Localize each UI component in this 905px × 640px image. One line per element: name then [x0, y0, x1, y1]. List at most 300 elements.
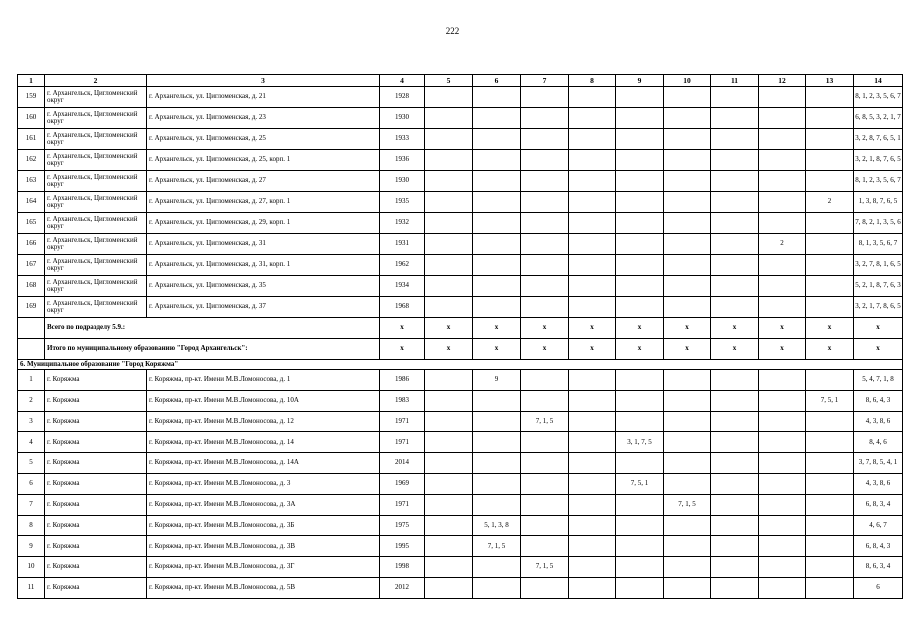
address-cell: г. Архангельск, ул. Цигломенская, д. 37 — [147, 297, 380, 318]
value-cell — [806, 515, 854, 536]
address-cell: г. Архангельск, ул. Цигломенская, д. 27, корп. 1 — [147, 192, 380, 213]
total-mark: x — [854, 339, 903, 360]
table-row — [18, 494, 903, 515]
value-cell — [569, 453, 616, 474]
row-number: 3 — [18, 411, 45, 432]
table-row — [18, 577, 903, 598]
value-cell — [664, 171, 711, 192]
locality-cell: г. Коряжма — [45, 494, 147, 515]
table-row — [18, 432, 903, 453]
value-cell — [759, 276, 806, 297]
value-cell — [521, 87, 569, 108]
value-cell — [521, 192, 569, 213]
value-cell — [473, 432, 521, 453]
column-header: 14 — [854, 75, 903, 87]
table-row — [18, 213, 903, 234]
value-cell — [664, 515, 711, 536]
value-cell — [616, 411, 664, 432]
address-cell: г. Коряжма, пр-кт. Имени М.В.Ломоносова, д. 12 — [147, 411, 380, 432]
value-cell — [521, 453, 569, 474]
value-cell: 3, 2, 1, 7, 8, 6, 5 — [854, 297, 903, 318]
value-cell — [425, 255, 473, 276]
address-cell: г. Архангельск, ул. Цигломенская, д. 31, корп. 1 — [147, 255, 380, 276]
value-cell — [806, 87, 854, 108]
value-cell — [616, 87, 664, 108]
value-cell — [711, 494, 759, 515]
locality-cell: г. Коряжма — [45, 473, 147, 494]
value-cell — [664, 473, 711, 494]
value-cell — [759, 411, 806, 432]
table-row — [18, 453, 903, 474]
value-cell: 9 — [473, 370, 521, 391]
total-mark: x — [664, 339, 711, 360]
value-cell — [425, 411, 473, 432]
locality-cell: г. Архангельск, Цигломенский округ — [45, 108, 147, 129]
value-cell: 3, 2, 1, 8, 7, 6, 5 — [854, 150, 903, 171]
value-cell — [521, 432, 569, 453]
total-mark: x — [425, 318, 473, 339]
year-cell: 1971 — [380, 411, 425, 432]
value-cell: 7, 1, 5 — [664, 494, 711, 515]
value-cell — [759, 494, 806, 515]
value-cell: 8, 6, 3, 4 — [854, 557, 903, 578]
value-cell — [759, 515, 806, 536]
year-cell: 1971 — [380, 432, 425, 453]
year-cell: 2012 — [380, 577, 425, 598]
value-cell — [521, 577, 569, 598]
value-cell — [425, 171, 473, 192]
address-cell: г. Архангельск, ул. Цигломенская, д. 25 — [147, 129, 380, 150]
total-mark: x — [569, 318, 616, 339]
value-cell — [425, 87, 473, 108]
row-number: 163 — [18, 171, 45, 192]
row-number: 7 — [18, 494, 45, 515]
table-row — [18, 411, 903, 432]
table-row — [18, 150, 903, 171]
total-mark: x — [806, 318, 854, 339]
value-cell — [521, 213, 569, 234]
address-cell: г. Коряжма, пр-кт. Имени М.В.Ломоносова, д. 3 — [147, 473, 380, 494]
value-cell — [711, 432, 759, 453]
value-cell — [759, 192, 806, 213]
column-header: 10 — [664, 75, 711, 87]
value-cell — [759, 370, 806, 391]
address-cell: г. Архангельск, ул. Цигломенская, д. 25, корп. 1 — [147, 150, 380, 171]
value-cell — [569, 87, 616, 108]
value-cell: 8, 1, 2, 3, 5, 6, 7 — [854, 87, 903, 108]
value-cell: 7, 5, 1 — [616, 473, 664, 494]
total-mark: x — [473, 318, 521, 339]
value-cell — [425, 370, 473, 391]
row-number: 167 — [18, 255, 45, 276]
locality-cell: г. Коряжма — [45, 453, 147, 474]
value-cell — [473, 577, 521, 598]
value-cell — [711, 515, 759, 536]
locality-cell: г. Коряжма — [45, 536, 147, 557]
row-number: 6 — [18, 473, 45, 494]
value-cell — [806, 577, 854, 598]
value-cell — [759, 577, 806, 598]
column-header: 2 — [45, 75, 147, 87]
total-mark: x — [425, 339, 473, 360]
value-cell — [759, 297, 806, 318]
value-cell — [806, 473, 854, 494]
value-cell — [616, 557, 664, 578]
value-cell — [521, 390, 569, 411]
value-cell — [664, 255, 711, 276]
address-cell: г. Коряжма, пр-кт. Имени М.В.Ломоносова, д. 14 — [147, 432, 380, 453]
value-cell — [473, 255, 521, 276]
row-number: 159 — [18, 87, 45, 108]
row-number: 10 — [18, 557, 45, 578]
value-cell — [806, 234, 854, 255]
value-cell — [521, 515, 569, 536]
address-cell: г. Архангельск, ул. Цигломенская, д. 29, корп. 1 — [147, 213, 380, 234]
value-cell — [473, 129, 521, 150]
table-row — [18, 390, 903, 411]
value-cell — [521, 473, 569, 494]
table-row — [18, 108, 903, 129]
total-mark: x — [473, 339, 521, 360]
value-cell — [616, 577, 664, 598]
year-cell: 1968 — [380, 297, 425, 318]
value-cell — [711, 255, 759, 276]
column-header: 13 — [806, 75, 854, 87]
value-cell — [521, 297, 569, 318]
value-cell — [425, 557, 473, 578]
address-cell: г. Коряжма, пр-кт. Имени М.В.Ломоносова, д. 1 — [147, 370, 380, 391]
total-mark: x — [759, 318, 806, 339]
total-row — [18, 318, 903, 339]
value-cell — [569, 129, 616, 150]
value-cell — [425, 536, 473, 557]
value-cell — [664, 150, 711, 171]
table-row — [18, 297, 903, 318]
value-cell — [569, 150, 616, 171]
table-row — [18, 370, 903, 391]
year-cell: 1998 — [380, 557, 425, 578]
year-cell: 1936 — [380, 150, 425, 171]
value-cell — [616, 536, 664, 557]
value-cell — [473, 87, 521, 108]
value-cell — [806, 536, 854, 557]
value-cell — [425, 390, 473, 411]
value-cell — [806, 213, 854, 234]
value-cell — [616, 390, 664, 411]
total-label: Итого по муниципальному образованию "Город Архангельск": — [45, 339, 380, 360]
value-cell — [711, 390, 759, 411]
value-cell — [473, 297, 521, 318]
locality-cell: г. Архангельск, Цигломенский округ — [45, 87, 147, 108]
value-cell — [569, 255, 616, 276]
value-cell — [473, 411, 521, 432]
total-mark: x — [664, 318, 711, 339]
year-cell: 1930 — [380, 108, 425, 129]
value-cell — [616, 370, 664, 391]
value-cell — [711, 370, 759, 391]
value-cell — [664, 536, 711, 557]
column-header: 4 — [380, 75, 425, 87]
value-cell — [711, 297, 759, 318]
value-cell — [806, 255, 854, 276]
year-cell: 1986 — [380, 370, 425, 391]
address-cell: г. Коряжма, пр-кт. Имени М.В.Ломоносова, д. 14А — [147, 453, 380, 474]
value-cell: 6, 8, 4, 3 — [854, 536, 903, 557]
year-cell: 1933 — [380, 129, 425, 150]
locality-cell: г. Коряжма — [45, 370, 147, 391]
value-cell — [473, 213, 521, 234]
year-cell: 1969 — [380, 473, 425, 494]
value-cell — [569, 473, 616, 494]
value-cell — [473, 557, 521, 578]
value-cell — [569, 411, 616, 432]
value-cell — [616, 129, 664, 150]
value-cell — [806, 411, 854, 432]
year-cell: 1932 — [380, 213, 425, 234]
total-mark: x — [616, 339, 664, 360]
value-cell — [569, 234, 616, 255]
value-cell — [521, 129, 569, 150]
value-cell — [759, 150, 806, 171]
value-cell — [806, 432, 854, 453]
table-row — [18, 255, 903, 276]
value-cell — [425, 108, 473, 129]
year-cell: 1971 — [380, 494, 425, 515]
row-number: 4 — [18, 432, 45, 453]
value-cell: 8, 6, 4, 3 — [854, 390, 903, 411]
value-cell — [711, 87, 759, 108]
value-cell — [616, 297, 664, 318]
row-number: 161 — [18, 129, 45, 150]
value-cell — [569, 494, 616, 515]
value-cell — [425, 213, 473, 234]
value-cell — [759, 473, 806, 494]
column-header: 11 — [711, 75, 759, 87]
value-cell: 8, 1, 3, 5, 6, 7 — [854, 234, 903, 255]
value-cell — [425, 234, 473, 255]
value-cell — [664, 192, 711, 213]
value-cell — [473, 276, 521, 297]
address-cell: г. Архангельск, ул. Цигломенская, д. 21 — [147, 87, 380, 108]
value-cell — [425, 150, 473, 171]
year-cell: 1931 — [380, 234, 425, 255]
locality-cell: г. Архангельск, Цигломенский округ — [45, 276, 147, 297]
value-cell: 8, 4, 6 — [854, 432, 903, 453]
value-cell — [473, 150, 521, 171]
value-cell — [616, 515, 664, 536]
value-cell — [664, 129, 711, 150]
row-number: 165 — [18, 213, 45, 234]
value-cell — [664, 234, 711, 255]
table-row — [18, 276, 903, 297]
value-cell — [806, 453, 854, 474]
value-cell: 8, 1, 2, 3, 5, 6, 7 — [854, 171, 903, 192]
value-cell — [664, 276, 711, 297]
value-cell — [425, 453, 473, 474]
total-mark: x — [380, 339, 425, 360]
value-cell — [711, 577, 759, 598]
table-row — [18, 234, 903, 255]
value-cell — [616, 453, 664, 474]
value-cell — [473, 453, 521, 474]
section-title: 6. Муниципальное образование "Город Коряжма" — [18, 360, 903, 370]
value-cell: 3, 1, 7, 5 — [616, 432, 664, 453]
empty-cell — [18, 318, 45, 339]
value-cell — [806, 108, 854, 129]
header-row — [18, 75, 903, 87]
value-cell — [664, 390, 711, 411]
value-cell — [806, 557, 854, 578]
value-cell: 7, 5, 1 — [806, 390, 854, 411]
column-header: 6 — [473, 75, 521, 87]
value-cell — [473, 108, 521, 129]
value-cell — [569, 370, 616, 391]
value-cell — [473, 192, 521, 213]
locality-cell: г. Архангельск, Цигломенский округ — [45, 297, 147, 318]
section-row — [18, 360, 903, 370]
value-cell — [425, 473, 473, 494]
locality-cell: г. Коряжма — [45, 515, 147, 536]
value-cell — [473, 171, 521, 192]
locality-cell: г. Коряжма — [45, 432, 147, 453]
value-cell — [473, 473, 521, 494]
row-number: 160 — [18, 108, 45, 129]
value-cell — [521, 536, 569, 557]
locality-cell: г. Архангельск, Цигломенский округ — [45, 234, 147, 255]
value-cell — [664, 297, 711, 318]
address-cell: г. Архангельск, ул. Цигломенская, д. 35 — [147, 276, 380, 297]
value-cell — [711, 234, 759, 255]
value-cell — [759, 87, 806, 108]
value-cell — [521, 150, 569, 171]
row-number: 164 — [18, 192, 45, 213]
value-cell — [664, 453, 711, 474]
total-mark: x — [616, 318, 664, 339]
address-cell: г. Коряжма, пр-кт. Имени М.В.Ломоносова, д. 3Б — [147, 515, 380, 536]
value-cell: 2 — [806, 192, 854, 213]
value-cell — [521, 255, 569, 276]
value-cell — [616, 192, 664, 213]
value-cell — [759, 255, 806, 276]
value-cell — [425, 494, 473, 515]
value-cell — [473, 234, 521, 255]
value-cell — [425, 297, 473, 318]
value-cell — [806, 494, 854, 515]
value-cell — [711, 108, 759, 129]
column-header: 5 — [425, 75, 473, 87]
value-cell: 6 — [854, 577, 903, 598]
value-cell — [616, 494, 664, 515]
value-cell — [759, 213, 806, 234]
table-row — [18, 129, 903, 150]
total-mark: x — [759, 339, 806, 360]
row-number: 162 — [18, 150, 45, 171]
value-cell — [616, 234, 664, 255]
locality-cell: г. Архангельск, Цигломенский округ — [45, 192, 147, 213]
total-mark: x — [521, 339, 569, 360]
year-cell: 1930 — [380, 171, 425, 192]
value-cell — [616, 213, 664, 234]
address-cell: г. Коряжма, пр-кт. Имени М.В.Ломоносова, д. 3Г — [147, 557, 380, 578]
year-cell: 1935 — [380, 192, 425, 213]
value-cell — [569, 557, 616, 578]
value-cell: 4, 3, 8, 6 — [854, 411, 903, 432]
value-cell — [711, 150, 759, 171]
year-cell: 1928 — [380, 87, 425, 108]
value-cell — [569, 536, 616, 557]
value-cell — [711, 276, 759, 297]
value-cell — [664, 213, 711, 234]
value-cell: 1, 3, 8, 7, 6, 5 — [854, 192, 903, 213]
row-number: 9 — [18, 536, 45, 557]
year-cell: 1983 — [380, 390, 425, 411]
empty-cell — [18, 339, 45, 360]
row-number: 169 — [18, 297, 45, 318]
total-mark: x — [711, 318, 759, 339]
page-number: 222 — [445, 26, 460, 36]
row-number: 1 — [18, 370, 45, 391]
locality-cell: г. Коряжма — [45, 557, 147, 578]
total-label: Всего по подразделу 5.9.: — [45, 318, 380, 339]
value-cell — [616, 255, 664, 276]
value-cell — [711, 192, 759, 213]
table-row — [18, 87, 903, 108]
year-cell: 1995 — [380, 536, 425, 557]
total-mark: x — [711, 339, 759, 360]
value-cell — [711, 557, 759, 578]
value-cell — [569, 108, 616, 129]
value-cell — [521, 171, 569, 192]
address-cell: г. Коряжма, пр-кт. Имени М.В.Ломоносова, д. 5В — [147, 577, 380, 598]
row-number: 2 — [18, 390, 45, 411]
table-row — [18, 192, 903, 213]
value-cell — [711, 473, 759, 494]
total-row — [18, 339, 903, 360]
address-cell: г. Архангельск, ул. Цигломенская, д. 31 — [147, 234, 380, 255]
value-cell — [664, 370, 711, 391]
value-cell: 7, 1, 5 — [521, 557, 569, 578]
locality-cell: г. Коряжма — [45, 577, 147, 598]
column-header: 3 — [147, 75, 380, 87]
value-cell — [806, 370, 854, 391]
value-cell — [425, 577, 473, 598]
total-mark: x — [521, 318, 569, 339]
value-cell — [711, 536, 759, 557]
value-cell — [759, 536, 806, 557]
row-number: 11 — [18, 577, 45, 598]
value-cell — [425, 192, 473, 213]
value-cell — [806, 150, 854, 171]
value-cell: 4, 6, 7 — [854, 515, 903, 536]
value-cell: 5, 2, 1, 8, 7, 6, 3 — [854, 276, 903, 297]
table-row — [18, 536, 903, 557]
column-header: 12 — [759, 75, 806, 87]
locality-cell: г. Архангельск, Цигломенский округ — [45, 129, 147, 150]
value-cell: 3, 2, 8, 7, 6, 5, 1 — [854, 129, 903, 150]
value-cell — [711, 171, 759, 192]
locality-cell: г. Коряжма — [45, 411, 147, 432]
total-mark: x — [854, 318, 903, 339]
value-cell — [521, 494, 569, 515]
locality-cell: г. Архангельск, Цигломенский округ — [45, 255, 147, 276]
value-cell — [711, 213, 759, 234]
value-cell — [569, 297, 616, 318]
row-number: 168 — [18, 276, 45, 297]
housing-table — [17, 74, 903, 599]
value-cell — [616, 171, 664, 192]
table-row — [18, 515, 903, 536]
value-cell: 6, 8, 5, 3, 2, 1, 7 — [854, 108, 903, 129]
